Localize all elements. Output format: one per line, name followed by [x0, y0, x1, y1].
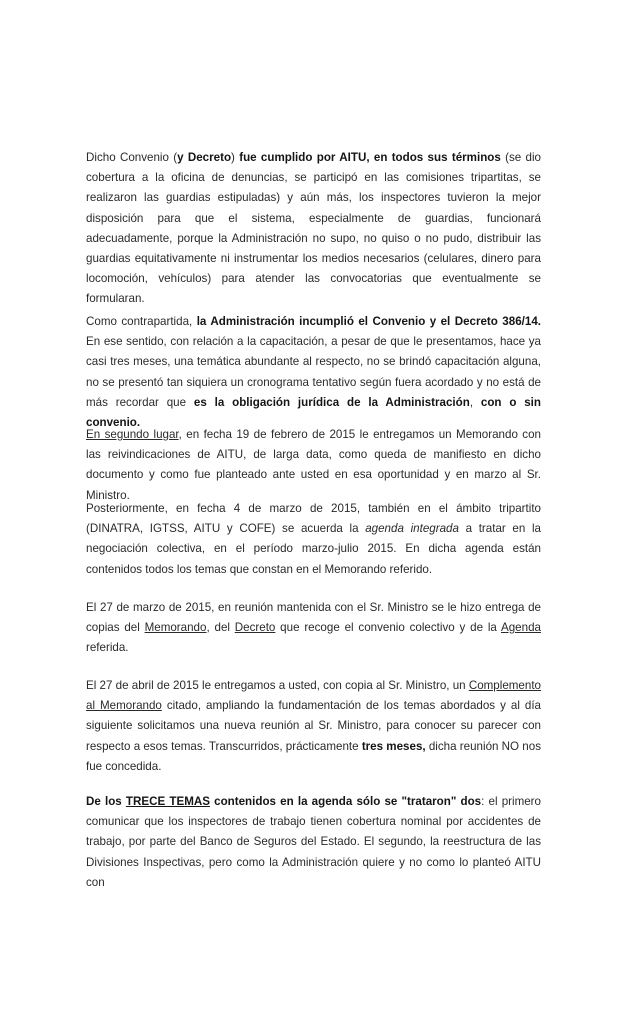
text-segment: que recoge el convenio colectivo y de la — [275, 621, 501, 635]
bold-underlined-segment: TRECE TEMAS — [125, 795, 210, 808]
text-segment: a tratar en la negociación colectiva, en el período marzo-julio 2015. En dicha agenda están contenidos todos los temas que constan en el Memorando referido. — [86, 522, 541, 576]
text-segment: (se dio cobertura a la oficina de denuncias, se participó en las comisiones tripartitas, se realizaron las guardias estipuladas) y aún más, los inspectores tuvieron la mejor disposición para que el sistema, especialmente de guardias, funcionará adecuadamente, porque la Administración no supo, no quiso o no pudo, distribuir las guardias equitativamente ni instrumentar los medios necesarios (celulares, dinero para locomoción, vehículos) para atender las convocatorias que eventualmente se formularan. — [86, 151, 541, 306]
underlined-segment: Complemento al Memorando — [86, 679, 542, 713]
text-segment: Posteriormente, en fecha 4 de marzo de 2015, también en el ámbito tripartito (DINATRA, IGTSS, AITU y COFE) se acuerda la — [86, 502, 541, 536]
bold-segment: con o sin convenio. — [86, 395, 541, 430]
paragraph-posteriormente — [86, 499, 541, 580]
text-segment: , del — [206, 621, 235, 635]
text-segment: referida. — [86, 641, 129, 655]
bold-segment: fue cumplido por AITU, en todos sus términos — [239, 151, 501, 164]
bold-segment: y Decreto — [177, 151, 232, 164]
paragraph-contrapartida — [86, 312, 541, 433]
underlined-segment: Memorando — [144, 621, 207, 635]
text-segment: : el primero comunicar que los inspectores de trabajo tienen cobertura nominal por accidentes de trabajo, por parte del Banco de Seguros del Estado. El segundo, la reestructura de las Divisiones Inspectivas, pero como la Administración quiere y no como lo planteó AITU con — [86, 795, 541, 889]
bold-segment: De los — [86, 795, 126, 808]
italic-segment: agenda integrada — [365, 522, 459, 536]
text-segment: El 27 de abril de 2015 le entregamos a usted, con copia al Sr. Ministro, un — [86, 679, 469, 692]
text-segment: citado, ampliando la fundamentación de los temas abordados y al día siguiente solicitamos una nueva reunión al Sr. Ministro, para conocer su parecer con respecto a esos temas. Transcurridos, prácticamente — [86, 699, 542, 753]
paragraph-segundo-lugar — [86, 425, 541, 506]
bold-segment: contenidos en la agenda sólo se "trataron" dos — [209, 795, 482, 808]
text-segment: Como contrapartida, — [86, 315, 197, 328]
text-segment: Dicho Convenio ( — [86, 151, 178, 164]
paragraph-trece-temas — [86, 792, 541, 893]
underlined-segment: En segundo lugar — [86, 428, 179, 441]
bold-segment: la Administración incumplió el Convenio y el Decreto 386/14. — [196, 315, 541, 328]
underlined-segment: Decreto — [234, 621, 276, 635]
text-segment: ) — [231, 151, 240, 164]
bold-segment: tres meses, — [361, 739, 426, 753]
paragraph-convenio-cumplido — [86, 148, 541, 310]
paragraph-27-marzo — [86, 598, 541, 659]
text-segment: , en fecha 19 de febrero de 2015 le entregamos un Memorando con las reivindicaciones de AITU, de larga data, como queda de manifiesto en dicho documento y como fue planteado ante usted en esa oportunidad y en marzo al Sr. Ministro. — [86, 428, 542, 502]
paragraph-27-abril — [86, 676, 541, 777]
text-segment: El 27 de marzo de 2015, en reunión mantenida con el Sr. Ministro se le hizo entrega de copias del — [86, 601, 541, 635]
text-segment: En ese sentido, con relación a la capacitación, a pesar de que le presentamos, hace ya casi tres meses, una temática abundante al respecto, no se brindó capacitación alguna, no se presentó tan siquiera un cronograma tentativo según fuera acordado y no está de más recordar que — [86, 335, 541, 409]
bold-segment: es la obligación jurídica de la Administración — [193, 395, 470, 409]
text-segment: dicha reunión NO nos fue concedida. — [86, 739, 541, 773]
underlined-segment: Agenda — [501, 621, 541, 635]
text-segment: , — [469, 395, 481, 409]
